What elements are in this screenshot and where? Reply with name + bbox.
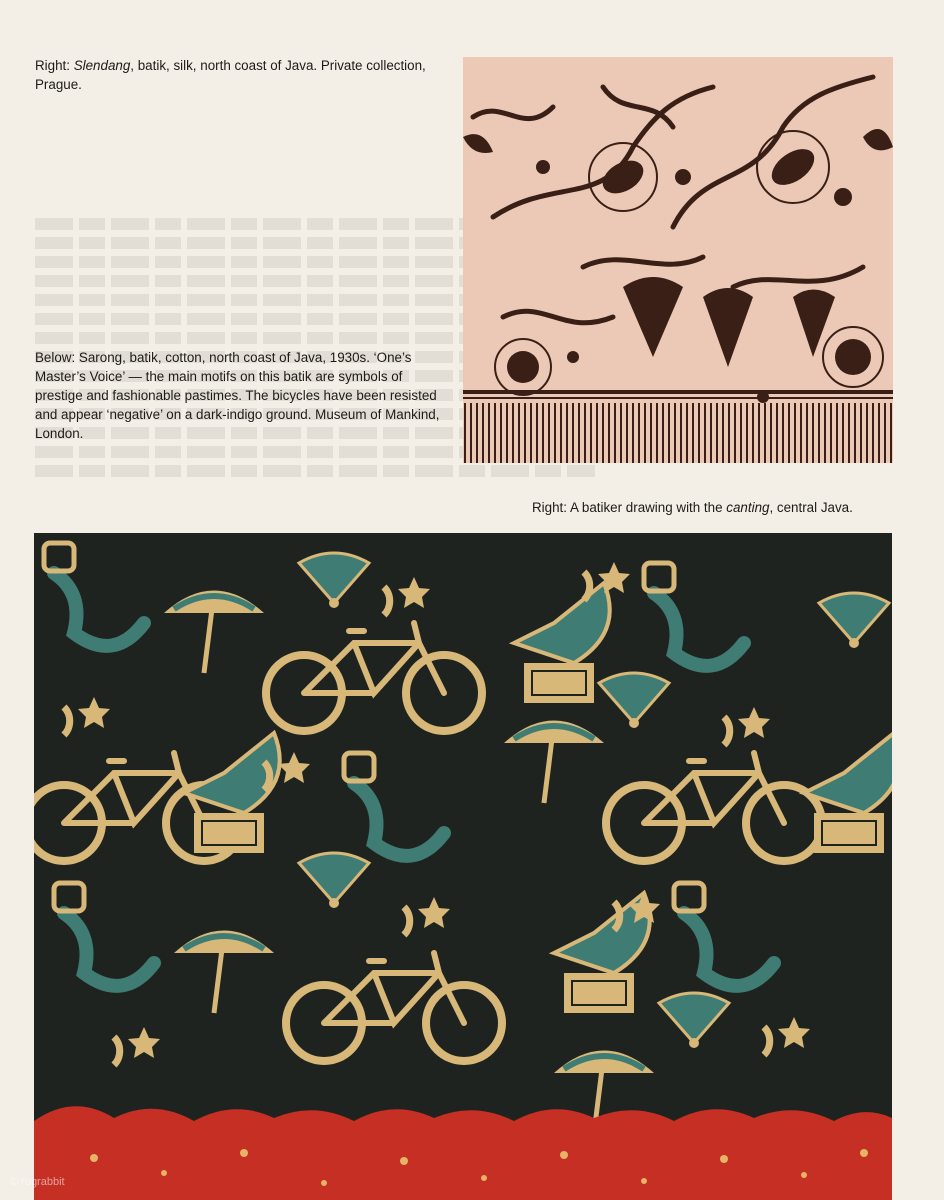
caption-italic-term: canting [726,500,770,515]
caption-prefix: Right: A batiker drawing with the [532,500,727,515]
caption-rest: , central Java. [769,500,853,515]
caption-batiker [532,498,932,517]
watermark: © rugrabbit [10,1176,65,1188]
caption-sarong: Below: Sarong, batik, cotton, north coast of Java, 1930s. ‘One’s Master’s Voice’ — the main motifs on this batik are symbols of prestige and fashionable pastimes. The bicycles have been resisted and appear ‘negative’ on a dark-indigo ground. Museum of Mankind, London. [35,350,440,441]
sarong-batik-photo [34,533,892,1200]
sarong-motif-art [34,533,892,1200]
caption-italic-term: Slendang [73,58,131,73]
slendang-motif-art [463,57,893,463]
caption-rest: , batik, silk, north coast of Java. Private collection, Prague. [35,58,426,92]
slendang-batik-photo [463,57,893,463]
caption-prefix: Right: [35,58,74,73]
caption-slendang [35,56,440,94]
